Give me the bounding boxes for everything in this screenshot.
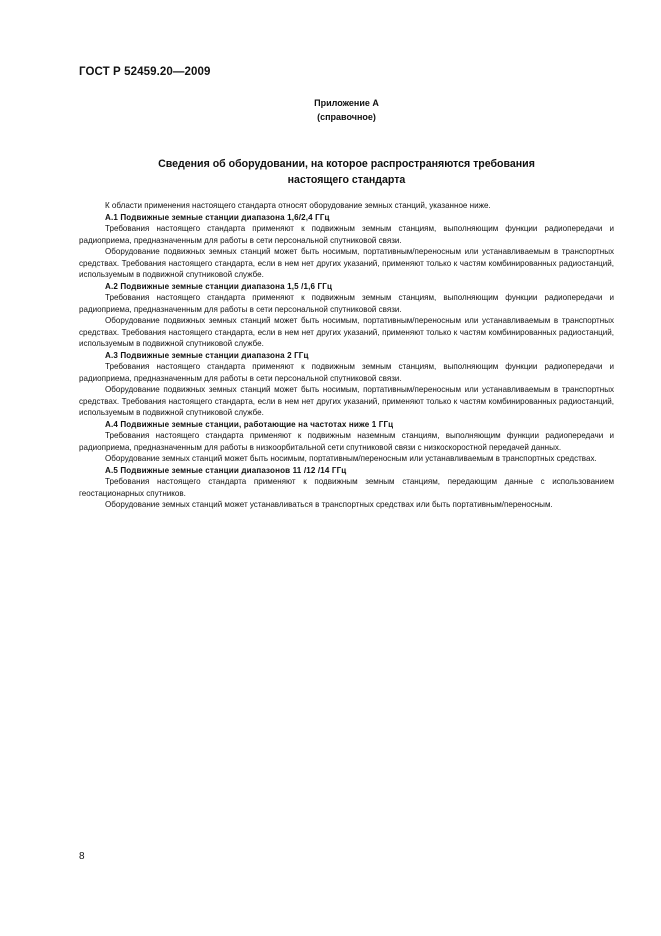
section-a3-paragraph-1: Требования настоящего стандарта применяют к подвижным земным станциям, выполняющим функции радиопередачи и радиоприема, предназначенным для работы в сети персональной спутниковой связи. xyxy=(79,362,614,383)
title-line-1: Сведения об оборудовании, на которое распространяются требования xyxy=(158,158,535,170)
annex-main-title xyxy=(79,157,614,188)
annex-body xyxy=(79,200,614,511)
annex-heading xyxy=(79,96,614,124)
section-a4-paragraph-2: Оборудование земных станций может быть носимым, портативным/переносным или устанавливаемым в транспортных средствах. xyxy=(105,454,597,463)
intro-paragraph: К области применения настоящего стандарта относят оборудование земных станций, указанное ниже. xyxy=(105,201,491,210)
annex-title: Приложение А xyxy=(314,98,379,108)
section-heading-a2: А.2 Подвижные земные станции диапазона 1,5 /1,6 ГГц xyxy=(105,281,333,291)
section-a5-paragraph-2: Оборудование земных станций может устанавливаться в транспортных средствах или быть портативным/переносным. xyxy=(105,500,553,509)
section-heading-a4: А.4 Подвижные земные станции, работающие на частотах ниже 1 ГГц xyxy=(105,419,394,429)
title-line-2: настоящего стандарта xyxy=(287,173,406,186)
document-code: ГОСТ Р 52459.20—2009 xyxy=(79,66,211,78)
section-a2-paragraph-1: Требования настоящего стандарта применяют к подвижным земным станциям, выполняющим функции радиопередачи и радиоприема, предназначенным для работы в сети персональной спутниковой связи. xyxy=(79,293,614,314)
section-heading-a5: А.5 Подвижные земные станции диапазонов 11 /12 /14 ГГц xyxy=(105,465,347,475)
section-a2-paragraph-2: Оборудование подвижных земных станций может быть носимым, портативным/переносным или устанавливаемым в транспортных средствах. Требования настоящего стандарта, если в нем нет других указаний, применяют только к частям комбинированных радиостанций, используемым в подвижной спутниковой службе. xyxy=(79,316,614,348)
section-a1-paragraph-2: Оборудование подвижных земных станций может быть носимым, портативным/переносным или устанавливаемым в транспортных средствах. Требования настоящего стандарта, если в нем нет других указаний, применяют только к частям комбинированных радиостанций, используемым в подвижной спутниковой службе. xyxy=(79,247,614,279)
section-heading-a1: А.1 Подвижные земные станции диапазона 1,6/2,4 ГГц xyxy=(105,212,330,222)
section-heading-a3: А.3 Подвижные земные станции диапазона 2 ГГц xyxy=(105,350,309,360)
annex-note: (справочное) xyxy=(317,112,376,122)
section-a3-paragraph-2: Оборудование подвижных земных станций может быть носимым, портативным/переносным или устанавливаемым в транспортных средствах. Требования настоящего стандарта, если в нем нет других указаний, применяют только к частям комбинированных радиостанций, используемым в подвижной спутниковой службе. xyxy=(79,385,614,417)
section-a1-paragraph-1: Требования настоящего стандарта применяют к подвижным земным станциям, выполняющим функции радиопередачи и радиоприема, предназначенным для работы в сети персональной спутниковой связи. xyxy=(79,224,614,245)
page-number: 8 xyxy=(79,851,85,862)
section-a4-paragraph-1: Требования настоящего стандарта применяют к подвижным наземным станциям, выполняющим функции радиопередачи и радиоприема, предназначенным для работы в низкоорбитальной сети спутниковой связи с низкоскоростной передачей данных. xyxy=(79,431,614,452)
section-a5-paragraph-1: Требования настоящего стандарта применяют к подвижным земным станциям, передающим данные с использованием геостационарных спутников. xyxy=(79,477,614,498)
